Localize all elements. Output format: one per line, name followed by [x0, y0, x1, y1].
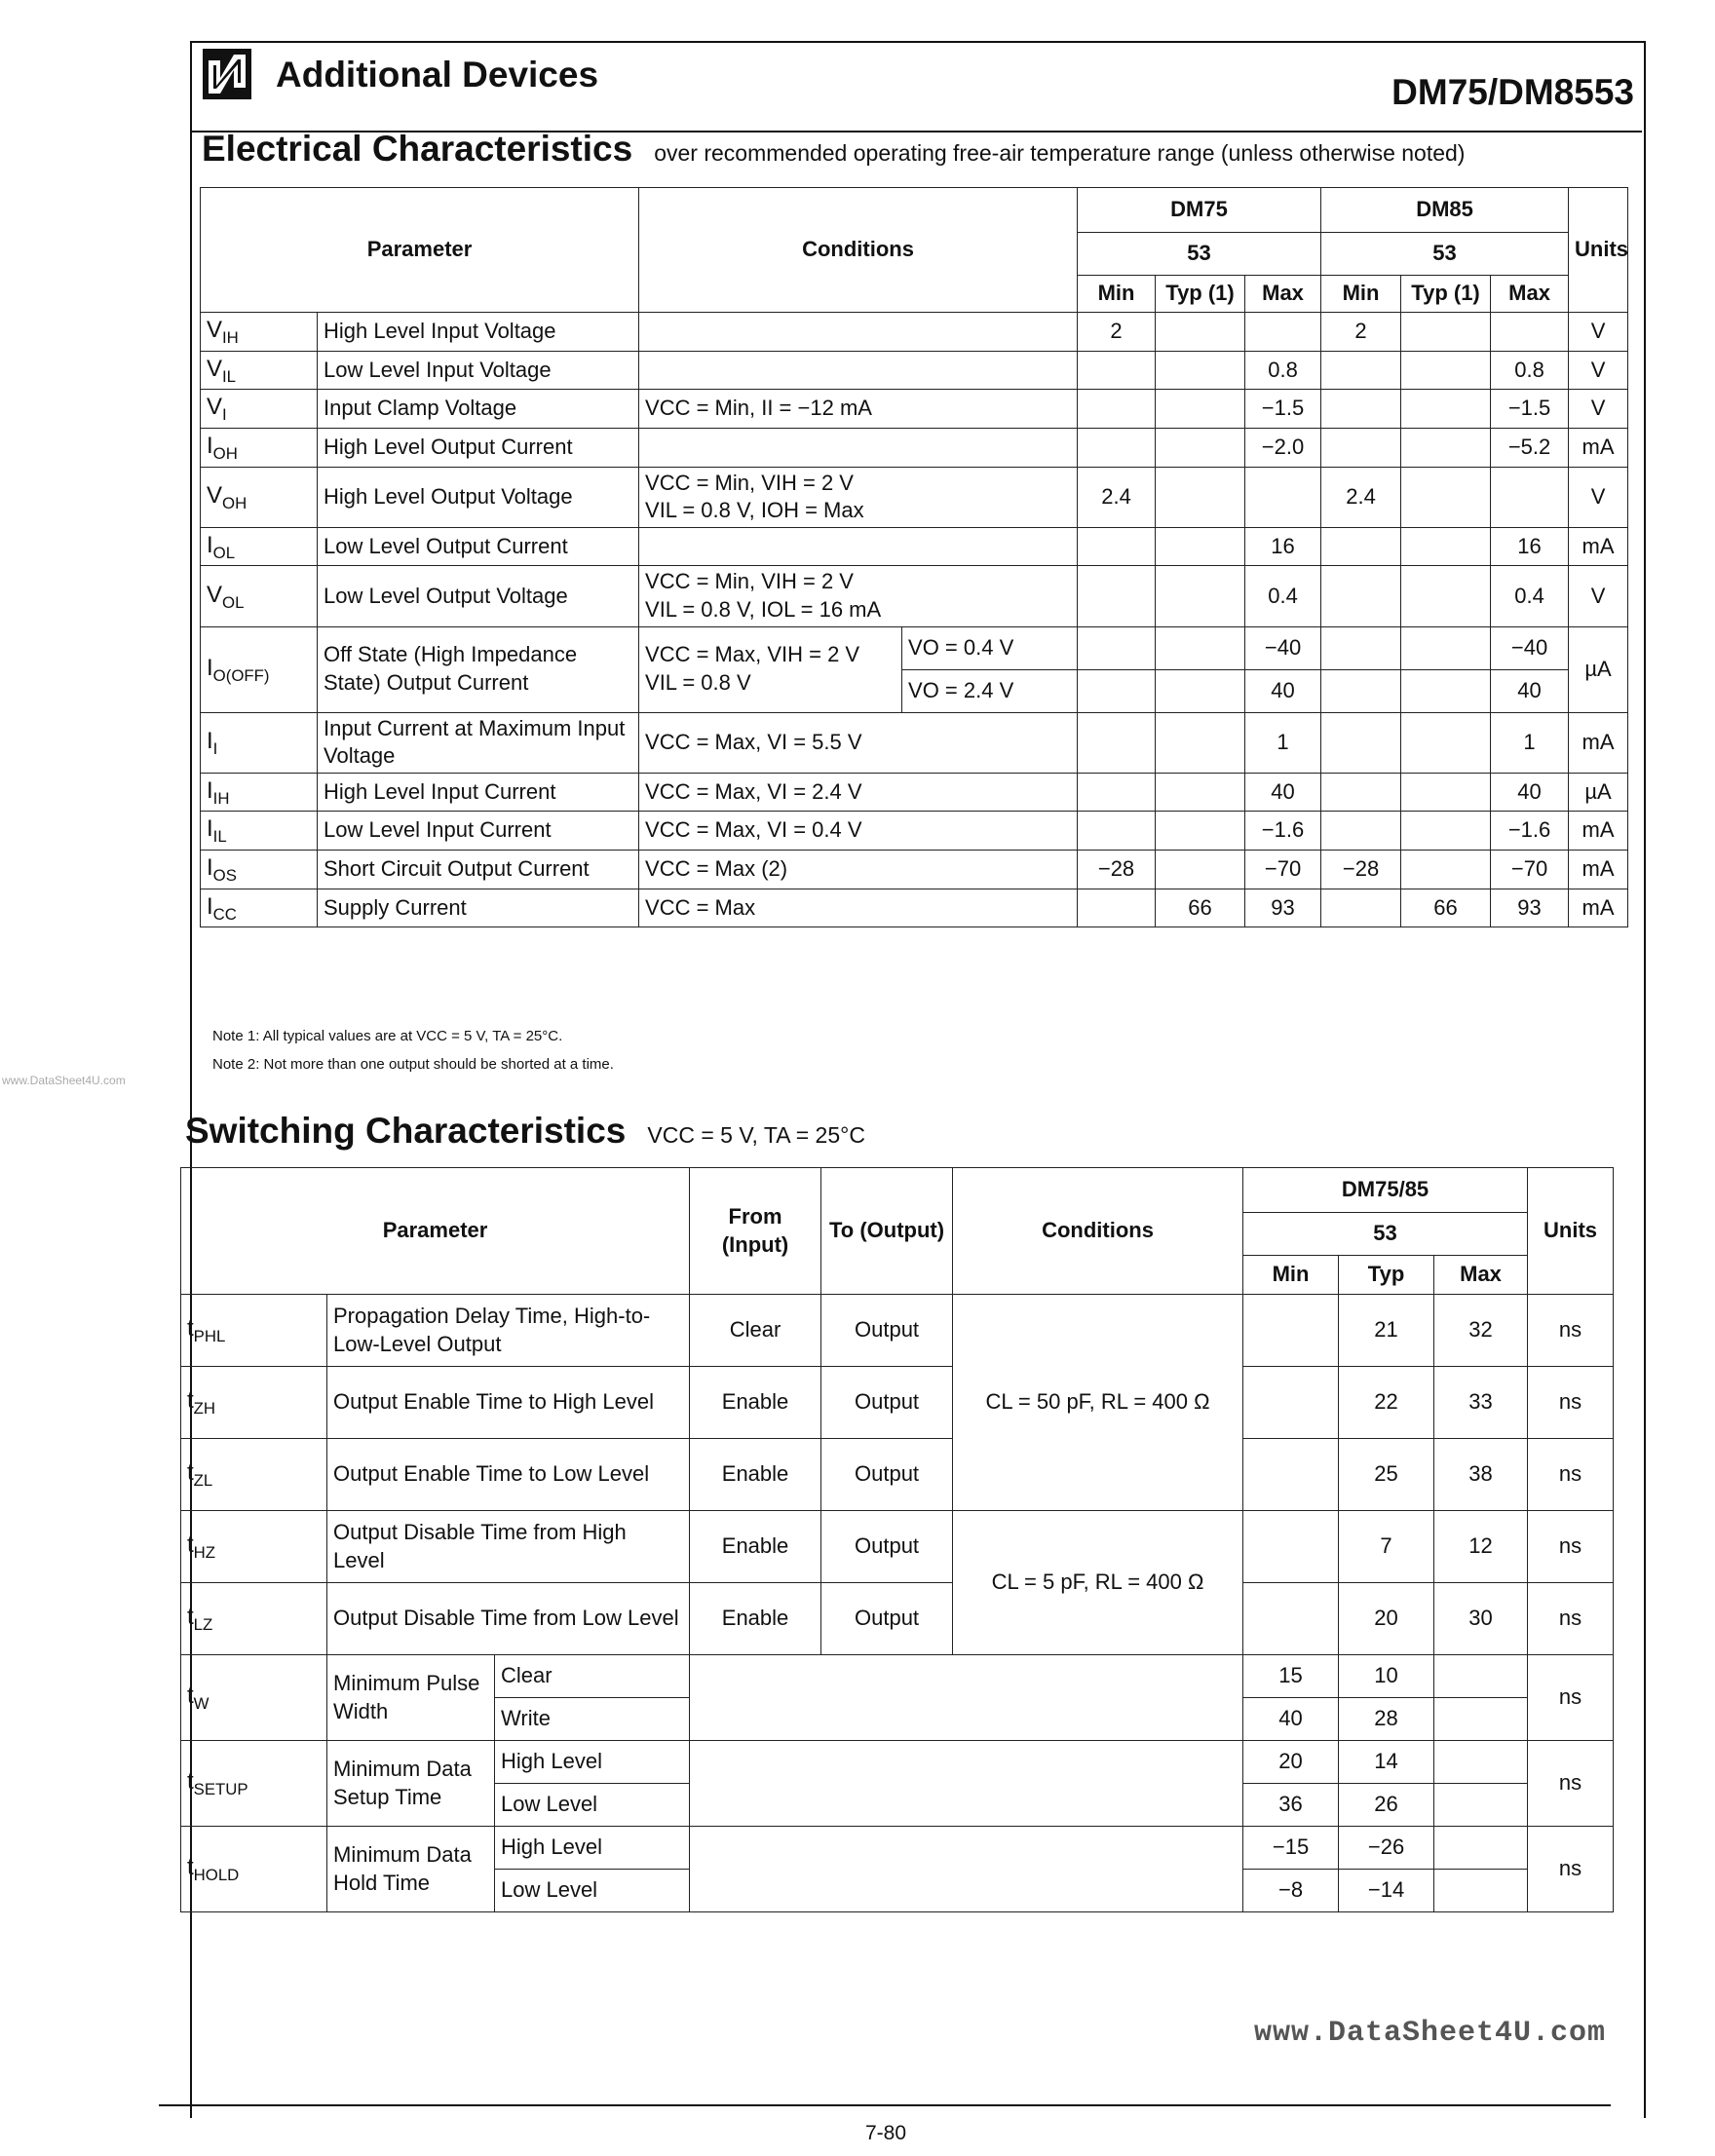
typ-dm75: [1156, 773, 1245, 812]
table-row-symbol: $V_{IL}$: [201, 351, 318, 390]
min-dm85: [1321, 390, 1401, 429]
max-dm75-low: −40: [1245, 626, 1321, 669]
typ-dm85: [1401, 467, 1491, 527]
typ: 22: [1339, 1367, 1434, 1439]
min-dm75: [1078, 527, 1156, 566]
max-dm85-low: −40: [1491, 626, 1569, 669]
max-dm75: −70: [1245, 850, 1321, 889]
units: ns: [1528, 1741, 1614, 1827]
typ-dm75: [1156, 467, 1245, 527]
units: ns: [1528, 1511, 1614, 1583]
table-row-conditions: VCC = Max: [639, 889, 1078, 927]
max-dm75: −1.6: [1245, 812, 1321, 851]
typ-dm85: [1401, 351, 1491, 390]
from-input: Enable: [690, 1511, 821, 1583]
min-dm75: [1078, 390, 1156, 429]
table-row: [181, 1655, 1614, 1698]
table-row-conditions: VCC = Max, VI = 5.5 V: [639, 712, 1078, 773]
min-dm85: 2: [1321, 313, 1401, 352]
from-input: Clear: [690, 1295, 821, 1367]
max-dm85: −1.5: [1491, 390, 1569, 429]
units: ns: [1528, 1583, 1614, 1655]
typ-dm75: 66: [1156, 889, 1245, 927]
table-row-parameter: Minimum Data Setup Time: [327, 1741, 495, 1827]
typ-dm75: [1156, 313, 1245, 352]
typ-dm75: [1156, 390, 1245, 429]
max-dm85: 0.4: [1491, 566, 1569, 626]
table-row: [181, 1583, 1614, 1655]
min-dm75: 2.4: [1078, 467, 1156, 527]
condition-cl-5pf: CL = 5 pF, RL = 400 Ω: [953, 1511, 1243, 1655]
max-dm75-high: 40: [1245, 669, 1321, 712]
table-row-conditions: VCC = Min, II = −12 mA: [639, 390, 1078, 429]
min-dm85: [1321, 527, 1401, 566]
min: [1243, 1295, 1339, 1367]
footer-watermark: www.DataSheet4U.com: [1253, 2017, 1606, 2050]
min: 36: [1243, 1784, 1339, 1827]
units: mA: [1569, 889, 1628, 927]
table-row-parameter: Minimum Pulse Width: [327, 1655, 495, 1741]
table-row-parameter: Low Level Input Current: [318, 812, 639, 851]
min-dm75: [1078, 428, 1156, 467]
col-group-dm85-sub: 53: [1321, 233, 1569, 276]
switching-subtitle: VCC = 5 V, TA = 25°C: [647, 1122, 865, 1148]
table-row: [201, 467, 1628, 527]
min-dm75: 2: [1078, 313, 1156, 352]
min: 40: [1243, 1698, 1339, 1741]
table-row: [201, 850, 1628, 889]
typ: 7: [1339, 1511, 1434, 1583]
max-dm85: −5.2: [1491, 428, 1569, 467]
table-row-parameter: Off State (High Impedance State) Output Current: [318, 626, 639, 712]
min-dm75: [1078, 773, 1156, 812]
min-dm85: [1321, 889, 1401, 927]
table-row-parameter: High Level Output Voltage: [318, 467, 639, 527]
table-row-symbol: $I_{OH}$: [201, 428, 318, 467]
max-dm75: [1245, 467, 1321, 527]
table-row-parameter: Minimum Data Hold Time: [327, 1827, 495, 1912]
typ-dm75: [1156, 351, 1245, 390]
max-dm75: 0.8: [1245, 351, 1321, 390]
units: V: [1569, 313, 1628, 352]
max-dm85: [1491, 313, 1569, 352]
table-row-conditions: VCC = Max (2): [639, 850, 1078, 889]
electrical-table: [200, 187, 1628, 927]
typ-dm75: [1156, 812, 1245, 851]
min-dm85: [1321, 351, 1401, 390]
units: V: [1569, 566, 1628, 626]
typ-dm85: [1401, 527, 1491, 566]
col-to: To (Output): [821, 1168, 953, 1295]
typ-dm75: [1156, 850, 1245, 889]
table-row: [201, 390, 1628, 429]
table-row-symbol: $I_{OS}$: [201, 850, 318, 889]
table-row-symbol: $V_{OL}$: [201, 566, 318, 626]
min-dm75: [1078, 812, 1156, 851]
units: V: [1569, 390, 1628, 429]
col-group-dm75-sub: 53: [1078, 233, 1321, 276]
to-output: Output: [821, 1439, 953, 1511]
max-dm75: 93: [1245, 889, 1321, 927]
table-row: [201, 889, 1628, 927]
typ-dm75: [1156, 527, 1245, 566]
table-row: [201, 313, 1628, 352]
max-dm75: 40: [1245, 773, 1321, 812]
typ-dm85: [1401, 566, 1491, 626]
min-dm85: [1321, 712, 1401, 773]
table-row: [201, 812, 1628, 851]
min-dm75: [1078, 712, 1156, 773]
min-dm85: [1321, 812, 1401, 851]
typ: 25: [1339, 1439, 1434, 1511]
condition-cl-50pf: CL = 50 pF, RL = 400 Ω: [953, 1295, 1243, 1511]
side-watermark: www.DataSheet4U.com: [2, 1074, 126, 1087]
col-units: Units: [1528, 1168, 1614, 1295]
units: mA: [1569, 527, 1628, 566]
typ-dm85: [1401, 390, 1491, 429]
typ-dm75: [1156, 566, 1245, 626]
typ-dm75: [1156, 712, 1245, 773]
max: 38: [1434, 1439, 1528, 1511]
col-typ: Typ (1): [1401, 276, 1491, 313]
min: 20: [1243, 1741, 1339, 1784]
min: −8: [1243, 1870, 1339, 1912]
table-row-symbol: $I_{CC}$: [201, 889, 318, 927]
table-row-conditions: [639, 428, 1078, 467]
table-row-symbol: $t_{ZH}$: [181, 1367, 327, 1439]
table-row: [201, 527, 1628, 566]
sub-condition: Clear: [495, 1655, 690, 1698]
col-max: Max: [1491, 276, 1569, 313]
col-typ: Typ (1): [1156, 276, 1245, 313]
min-dm85: 2.4: [1321, 467, 1401, 527]
table-row-parameter: Propagation Delay Time, High-to-Low-Level Output: [327, 1295, 690, 1367]
typ-dm75: [1156, 428, 1245, 467]
table-row: [181, 1511, 1614, 1583]
note-1: Note 1: All typical values are at VCC = 5 V, TA = 25°C.: [212, 1028, 563, 1044]
table-row-parameter: Input Current at Maximum Input Voltage: [318, 712, 639, 773]
table-row-symbol: $t_{ZL}$: [181, 1439, 327, 1511]
from-input: Enable: [690, 1367, 821, 1439]
col-group: DM75/85: [1243, 1168, 1528, 1213]
min-dm85: [1321, 773, 1401, 812]
page-number: 7-80: [865, 2122, 907, 2144]
table-row-symbol: $t_{SETUP}$: [181, 1741, 327, 1827]
max: 33: [1434, 1367, 1528, 1439]
max-dm75: −2.0: [1245, 428, 1321, 467]
page-frame-bottom: [159, 2104, 1611, 2106]
table-row-symbol: $V_I$: [201, 390, 318, 429]
table-row-symbol: $t_W$: [181, 1655, 327, 1741]
col-units: Units: [1569, 188, 1628, 313]
col-conditions: Conditions: [953, 1168, 1243, 1295]
min-dm85: −28: [1321, 850, 1401, 889]
national-semiconductor-logo-icon: [203, 49, 251, 99]
col-conditions: Conditions: [639, 188, 1078, 313]
units: mA: [1569, 712, 1628, 773]
col-group-dm75: DM75: [1078, 188, 1321, 233]
table-row-symbol: $I_{IH}$: [201, 773, 318, 812]
table-row-parameter: Short Circuit Output Current: [318, 850, 639, 889]
typ-dm85: [1401, 850, 1491, 889]
max-dm85: 93: [1491, 889, 1569, 927]
max: 32: [1434, 1295, 1528, 1367]
sub-condition: Low Level: [495, 1784, 690, 1827]
table-row: [181, 1439, 1614, 1511]
header-title: Additional Devices: [276, 55, 599, 95]
max: 30: [1434, 1583, 1528, 1655]
typ: 10: [1339, 1655, 1434, 1698]
max-dm85: 40: [1491, 773, 1569, 812]
typ-dm85: [1401, 812, 1491, 851]
sub-condition: High Level: [495, 1741, 690, 1784]
table-row-conditions: [639, 351, 1078, 390]
table-row-symbol: $I_I$: [201, 712, 318, 773]
max-dm75: 0.4: [1245, 566, 1321, 626]
to-output: Output: [821, 1295, 953, 1367]
table-row-symbol: $t_{PHL}$: [181, 1295, 327, 1367]
units: ns: [1528, 1655, 1614, 1741]
min: [1243, 1439, 1339, 1511]
col-group-dm85: DM85: [1321, 188, 1569, 233]
max-dm75: [1245, 313, 1321, 352]
min: 15: [1243, 1655, 1339, 1698]
typ: 20: [1339, 1583, 1434, 1655]
max-dm75: −1.5: [1245, 390, 1321, 429]
units: mA: [1569, 850, 1628, 889]
col-group-sub: 53: [1243, 1213, 1528, 1256]
condition-vo-high: VO = 2.4 V: [902, 669, 1078, 712]
col-min: Min: [1321, 276, 1401, 313]
units: ns: [1528, 1827, 1614, 1912]
col-max: Max: [1245, 276, 1321, 313]
table-row: [181, 1295, 1614, 1367]
typ-dm85: 66: [1401, 889, 1491, 927]
table-row-conditions: [639, 527, 1078, 566]
typ-dm85: [1401, 773, 1491, 812]
units: V: [1569, 351, 1628, 390]
from-input: Enable: [690, 1439, 821, 1511]
table-row-conditions: VCC = Max, VIH = 2 V VIL = 0.8 V: [639, 626, 902, 712]
col-from: From (Input): [690, 1168, 821, 1295]
sub-condition: Low Level: [495, 1870, 690, 1912]
min-dm85: [1321, 566, 1401, 626]
table-row-symbol: $V_{IH}$: [201, 313, 318, 352]
min-dm75: [1078, 351, 1156, 390]
notes: [212, 1023, 614, 1078]
electrical-section-title: [202, 129, 1465, 170]
max-dm75: 1: [1245, 712, 1321, 773]
table-row: [201, 428, 1628, 467]
table-row-symbol: $V_{OH}$: [201, 467, 318, 527]
note-2: Note 2: Not more than one output should be shorted at a time.: [212, 1055, 614, 1073]
table-row-conditions: VCC = Max, VI = 2.4 V: [639, 773, 1078, 812]
table-row-conditions: VCC = Min, VIH = 2 V VIL = 0.8 V, IOL = 16 mA: [639, 566, 1078, 626]
table-row-parameter: High Level Input Voltage: [318, 313, 639, 352]
max-dm85: −70: [1491, 850, 1569, 889]
max-dm85: −1.6: [1491, 812, 1569, 851]
col-parameter: Parameter: [181, 1168, 690, 1295]
from-input: Enable: [690, 1583, 821, 1655]
to-output: Output: [821, 1367, 953, 1439]
units: mA: [1569, 428, 1628, 467]
col-typ: Typ: [1339, 1256, 1434, 1295]
min: −15: [1243, 1827, 1339, 1870]
typ: 28: [1339, 1698, 1434, 1741]
table-row-parameter: Supply Current: [318, 889, 639, 927]
table-row-parameter: Low Level Input Voltage: [318, 351, 639, 390]
min: [1243, 1367, 1339, 1439]
table-row: [201, 773, 1628, 812]
table-row-parameter: Output Disable Time from Low Level: [327, 1583, 690, 1655]
table-row: [181, 1367, 1614, 1439]
table-row-parameter: Input Clamp Voltage: [318, 390, 639, 429]
electrical-title: Electrical Characteristics: [202, 129, 633, 169]
table-row-parameter: Output Enable Time to High Level: [327, 1367, 690, 1439]
table-row-conditions: VCC = Max, VI = 0.4 V: [639, 812, 1078, 851]
table-row-symbol: $I_{IL}$: [201, 812, 318, 851]
typ: 14: [1339, 1741, 1434, 1784]
table-row-conditions: [639, 313, 1078, 352]
table-row: [181, 1741, 1614, 1784]
col-min: Min: [1078, 276, 1156, 313]
min-dm75: [1078, 566, 1156, 626]
typ: −14: [1339, 1870, 1434, 1912]
max: 12: [1434, 1511, 1528, 1583]
units: mA: [1569, 812, 1628, 851]
units: V: [1569, 467, 1628, 527]
min: [1243, 1511, 1339, 1583]
table-row-parameter: Output Enable Time to Low Level: [327, 1439, 690, 1511]
max-dm85: 1: [1491, 712, 1569, 773]
typ-dm85: [1401, 712, 1491, 773]
max-dm85-high: 40: [1491, 669, 1569, 712]
table-row-parameter: Low Level Output Voltage: [318, 566, 639, 626]
typ: −26: [1339, 1827, 1434, 1870]
units: µA: [1569, 626, 1628, 712]
switching-table: [180, 1167, 1614, 1912]
table-row: [201, 351, 1628, 390]
table-row-conditions: VCC = Min, VIH = 2 V VIL = 0.8 V, IOH = Max: [639, 467, 1078, 527]
col-min: Min: [1243, 1256, 1339, 1295]
units: ns: [1528, 1439, 1614, 1511]
part-number: DM75/DM8553: [1391, 72, 1634, 112]
min-dm75: −28: [1078, 850, 1156, 889]
typ: 21: [1339, 1295, 1434, 1367]
col-max: Max: [1434, 1256, 1528, 1295]
table-row-symbol: $t_{HZ}$: [181, 1511, 327, 1583]
max-dm85: 16: [1491, 527, 1569, 566]
typ-dm85: [1401, 428, 1491, 467]
table-row: [201, 566, 1628, 626]
table-row-symbol: $t_{HOLD}$: [181, 1827, 327, 1912]
sub-condition: Write: [495, 1698, 690, 1741]
table-row-parameter: High Level Output Current: [318, 428, 639, 467]
condition-vo-low: VO = 0.4 V: [902, 626, 1078, 669]
table-row: [181, 1827, 1614, 1870]
typ-dm85: [1401, 313, 1491, 352]
table-row-symbol: $I_{OL}$: [201, 527, 318, 566]
to-output: Output: [821, 1511, 953, 1583]
min-dm75: [1078, 889, 1156, 927]
min-dm85: [1321, 428, 1401, 467]
table-row-symbol: $t_{LZ}$: [181, 1583, 327, 1655]
electrical-subtitle: over recommended operating free-air temperature range (unless otherwise noted): [654, 140, 1466, 166]
max-dm85: 0.8: [1491, 351, 1569, 390]
sub-condition: High Level: [495, 1827, 690, 1870]
min: [1243, 1583, 1339, 1655]
max-dm75: 16: [1245, 527, 1321, 566]
typ: 26: [1339, 1784, 1434, 1827]
table-row-parameter: Low Level Output Current: [318, 527, 639, 566]
max-dm85: [1491, 467, 1569, 527]
switching-section-title: [185, 1111, 865, 1152]
col-parameter: Parameter: [201, 188, 639, 313]
units: ns: [1528, 1295, 1614, 1367]
table-row-parameter: High Level Input Current: [318, 773, 639, 812]
table-row-symbol: $I_{O(OFF)}$: [201, 626, 318, 712]
table-row-parameter: Output Disable Time from High Level: [327, 1511, 690, 1583]
table-row: [201, 712, 1628, 773]
units: µA: [1569, 773, 1628, 812]
to-output: Output: [821, 1583, 953, 1655]
units: ns: [1528, 1367, 1614, 1439]
switching-title: Switching Characteristics: [185, 1111, 627, 1151]
